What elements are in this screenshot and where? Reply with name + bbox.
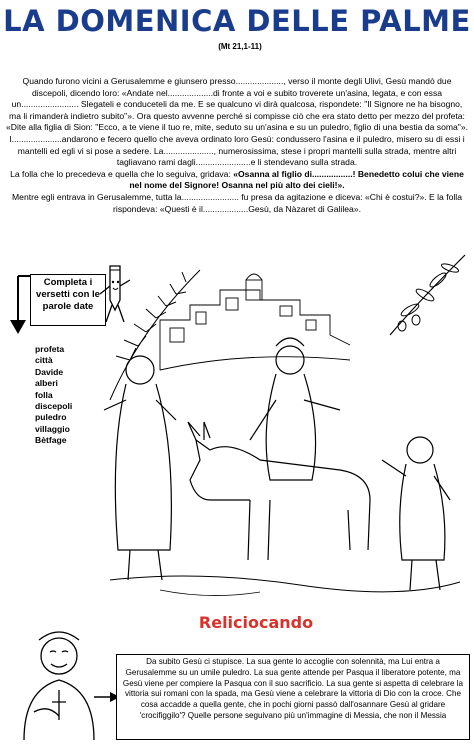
word-bank-item: villaggio [35, 423, 70, 434]
passage-paragraph-4: Mentre egli entrava in Gerusalemme, tutta la........................ fu presa da agitazione e diceva: «Chi è costui?». E la folla rispondeva: «Questi è il...................Gesù, da Nàzaret di Galilea». [12, 191, 462, 214]
passage-p3-text: La folla che lo precedeva e quella che lo seguiva, gridava: [10, 168, 234, 179]
page-title: LA DOMENICA DELLE PALME [3, 4, 471, 38]
word-bank-item: Bètfage [35, 435, 67, 446]
word-bank-item: alberi [35, 378, 58, 389]
olive-branch-icon [380, 250, 470, 340]
word-bank [35, 344, 95, 447]
brand-logo: Reliciocando [198, 613, 314, 632]
word-bank-item: città [35, 355, 53, 366]
reflection-box: Da subito Gesù ci stupisce. La sua gente lo accoglie con solennità, ma Lui entra a Gerusalemme su un umile puledro. La sua gente attende per Pasqua il liberatore potente, ma Gesù viene per compiere la Pasqua con il suo sacrificio. La sua gente si aspetta di celebrare la vittoria sui romani con la spada, ma Gesù viene a celebrare la vittoria di Dio con la croce. Che cosa accadde a quella gente, che in pochi giorni passò dall'osannare Gesù al gridare 'crocifiggilo'? Quelle persone seguivano più un'immagine di Messia, che non il Messia [116, 654, 470, 740]
word-bank-item: folla [35, 389, 53, 400]
word-bank-item: profeta [35, 344, 65, 354]
arrow-down-icon [6, 272, 30, 342]
pope-icon [4, 620, 114, 742]
passage-paragraph-2: I.....................andarono e fecero quello che aveva ordinato loro Gesù: condussero l'asina e il puledro, misero su di essi i mantelli ed egli vi si pose a sedere. La....................., numerosissima, stese i propri mantelli sulla strada, mentre altri tagliavano rami dagli.......................e li stendevano sulla strada. [9, 133, 465, 168]
passage-paragraph-1: Quando furono vicini a Gerusalemme e giunsero presso...................., verso il monte degli Ulivi, Gesù mandò due discepoli, dicendo loro: «Andate nel...................di fronte a voi e subito troverete un'asina, legata, e con essa un........................ Slegateli e conduceteli da me. E se qualcuno vi dirà qualcosa, rispondete: "Il Signore ne ha bisogno, ma li rimanderà indietro subito"». Ora questo avvenne perché si compisse ciò che era stato detto per mezzo del profeta: «Dite alla figlia di Sion: "Ecco, a te viene il tuo re, mite, seduto su un'asina e su un puledro, figlio di una bestia da soma"». [5, 76, 469, 133]
instructions-box: Completa i versetti con le parole date [30, 274, 106, 326]
passage-p3-acclamation: «Osanna al figlio di.................! Benedetto colui che viene nel nome del Signore! Osanna nel più alto dei cieli!». [129, 168, 464, 191]
word-bank-item: discepoli [35, 401, 73, 412]
gospel-passage [5, 76, 469, 215]
passage-paragraph-3 [5, 169, 469, 192]
word-bank-item: puledro [35, 412, 67, 423]
bible-reference: (Mt 21,1-11) [218, 42, 262, 51]
word-bank-item: Davide [35, 366, 64, 377]
